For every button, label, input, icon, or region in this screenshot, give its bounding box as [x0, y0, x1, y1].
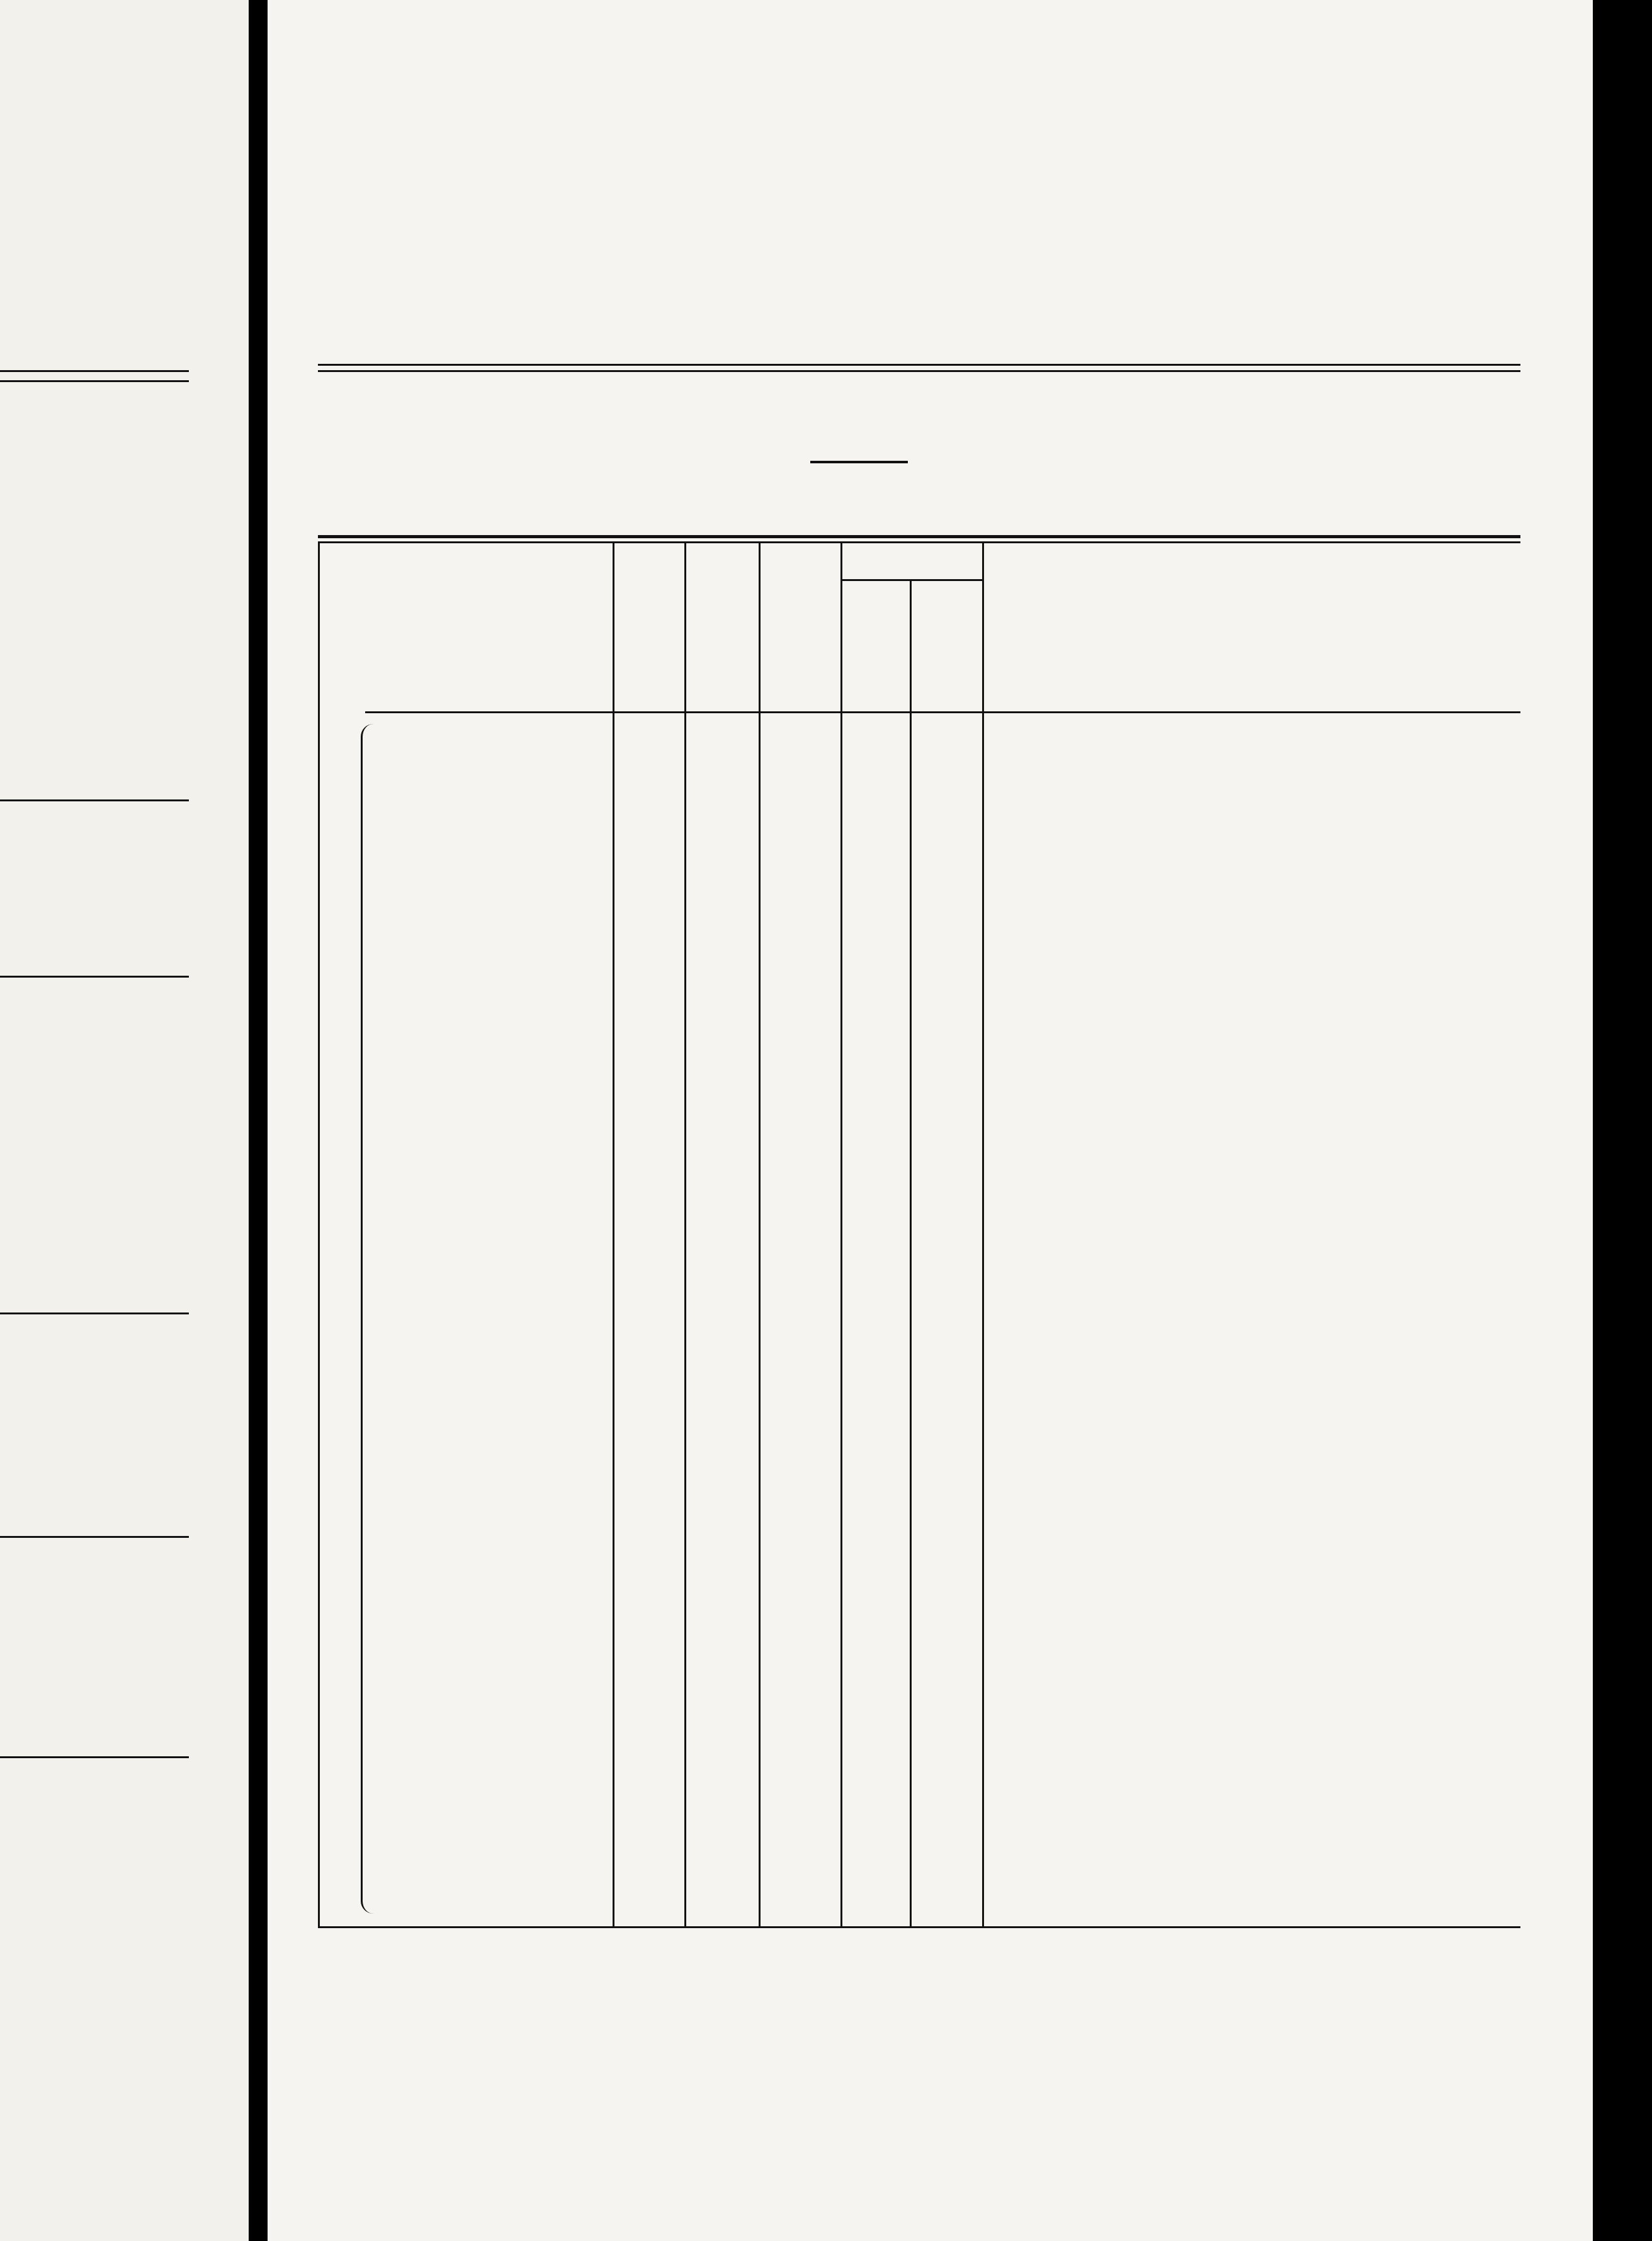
left-rule: [0, 976, 189, 978]
col-rule: [684, 541, 686, 1926]
col-rule: [613, 541, 614, 1926]
left-rule: [0, 1312, 189, 1314]
left-rule: [0, 1536, 189, 1538]
left-rule: [0, 799, 189, 801]
brace: [361, 724, 382, 1914]
title-rule: [810, 461, 908, 463]
col-rule: [759, 541, 761, 1926]
col-rule: [840, 541, 842, 1926]
main-page: [268, 0, 1593, 2241]
left-rule: [0, 380, 189, 382]
table-top-rule: [318, 535, 1520, 538]
left-rule: [0, 370, 189, 372]
col-rule: [910, 579, 912, 1926]
left-page-fragment: [0, 0, 249, 2241]
header-bottom-rule: [365, 711, 1520, 713]
table-top-rule: [318, 541, 1520, 543]
table-bottom-rule: [318, 1926, 1520, 1928]
header-rule: [318, 364, 1520, 366]
header-rule: [318, 370, 1520, 372]
left-rule: [0, 1756, 189, 1758]
side-caption: [318, 718, 361, 1920]
col-rule: [982, 541, 984, 1926]
